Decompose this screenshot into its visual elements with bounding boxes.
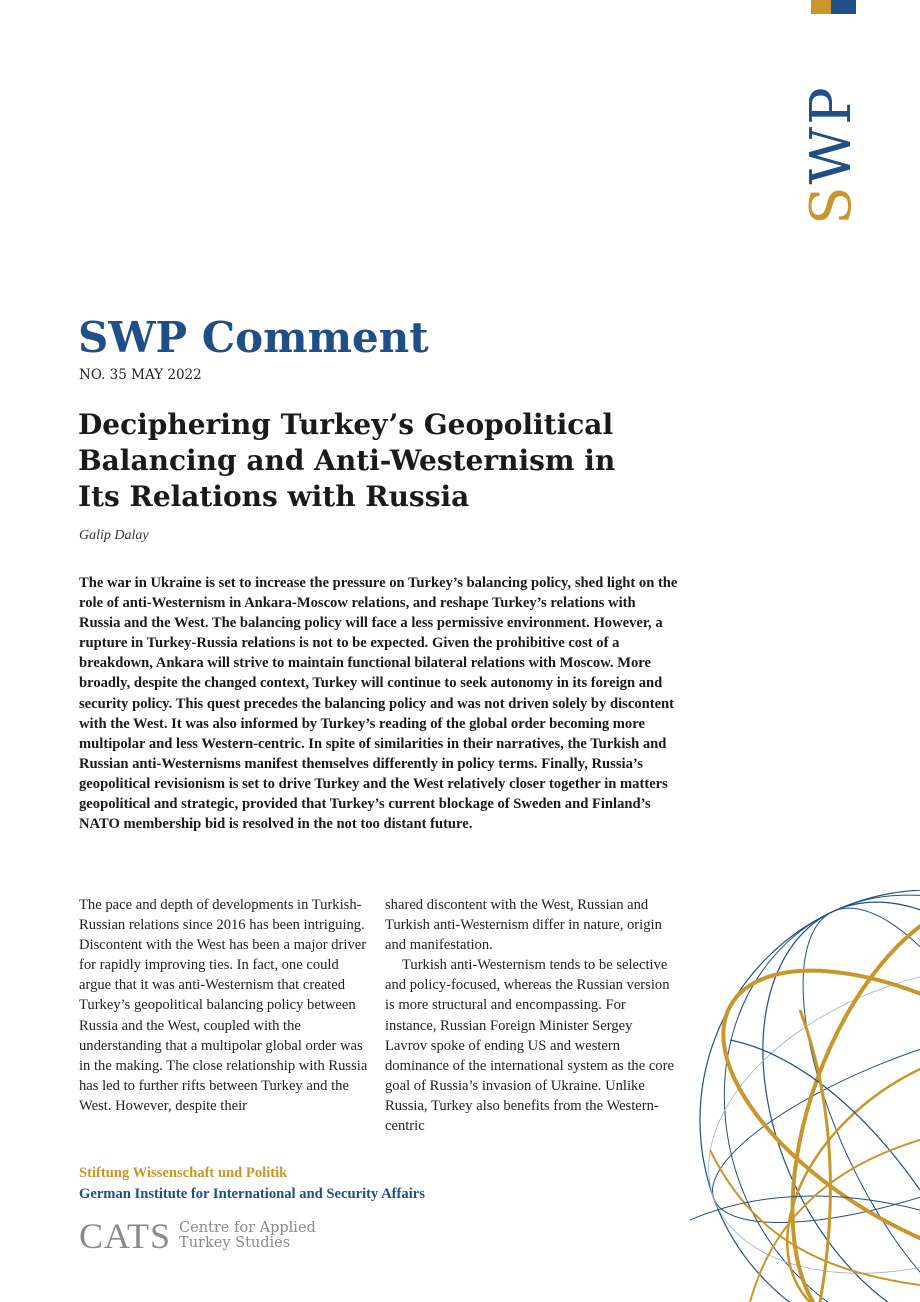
cats-name-line-2: Turkey Studies [179,1235,291,1251]
author-name: Galip Dalay [79,528,149,543]
swp-logo [799,85,864,225]
series-title: SWP Comment [78,313,429,362]
issue-info: NO. 35 MAY 2022 [79,367,202,383]
article-title: Deciphering Turkey’s Geopolitical Balancing and Anti-Westernism in Its Relations with Russia [78,408,616,513]
cats-mark: CATS [79,1216,172,1256]
globe-graphic [690,890,920,1302]
institute-name-german: Stiftung Wissenschaft und Politik [79,1165,288,1181]
body-paragraph: shared discontent with the West, Russian and Turkish anti-Westernism differ in nature, origin and manifestation. [385,897,662,954]
logo-letters-wp: WP [799,85,864,185]
institute-name-english: German Institute for International and Security Affairs [79,1186,425,1202]
abstract: The war in Ukraine is set to increase the pressure on Turkey’s balancing policy, shed light on the role of anti-Westernism in Ankara-Moscow relations, and reshape Turkey’s relations with Russia and the West. The balancing policy will face a less permissive environment. However, a rupture in Turkey-Russia relations is not to be expected. Given the prohibitive cost of a breakdown, Ankara will strive to maintain functional bilateral relations with Moscow. More broadly, despite the changed context, Turkey will continue to seek autonomy in its foreign and security policy. This quest precedes the balancing policy and was not driven solely by discontent with the West. It was also informed by Turkey’s reading of the global order becoming more multipolar and less Western-centric. In spite of similarities in their narratives, the Turkish and Russian anti-Westernisms manifest themselves differently in policy terms. Finally, Russia’s geopolitical revisionism is set to drive Turkey and the West relatively closer together in matters geopolitical and strategic, provided that Turkey’s current blockage of Sweden and Finland’s NATO membership bid is resolved in the not too distant future. [79,575,678,833]
body-column-left [79,895,369,1116]
body-column-right [385,895,675,1136]
corner-accent-gold [811,0,831,14]
body-paragraph: The pace and depth of developments in Turkish-Russian relations since 2016 has been intriguing. Discontent with the West has been a major driver for rapidly improving ties. In fact, one could argue that it was anti-Westernism that created Turkey’s geopolitical balancing policy between Russia and the West, coupled with the understanding that a multipolar global order was in the making. The close relationship with Russia has led to further rifts between Turkey and the West. However, despite their [79,897,368,1114]
body-paragraph: Turkish anti-Westernism tends to be selective and policy-focused, whereas the Russian version is more structural and encompassing. For instance, Russian Foreign Minister Sergey Lavrov spoke of ending US and western dominance of the international system as the core goal of Russia’s invasion of Ukraine. Unlike Russia, Turkey also benefits from the Western-centric [385,957,674,1135]
logo-letter-s: S [799,184,864,225]
cats-name-line-1: Centre for Applied [179,1220,316,1236]
corner-accent-blue [831,0,856,14]
cats-logo [79,1218,316,1254]
cats-full-name [179,1221,316,1251]
